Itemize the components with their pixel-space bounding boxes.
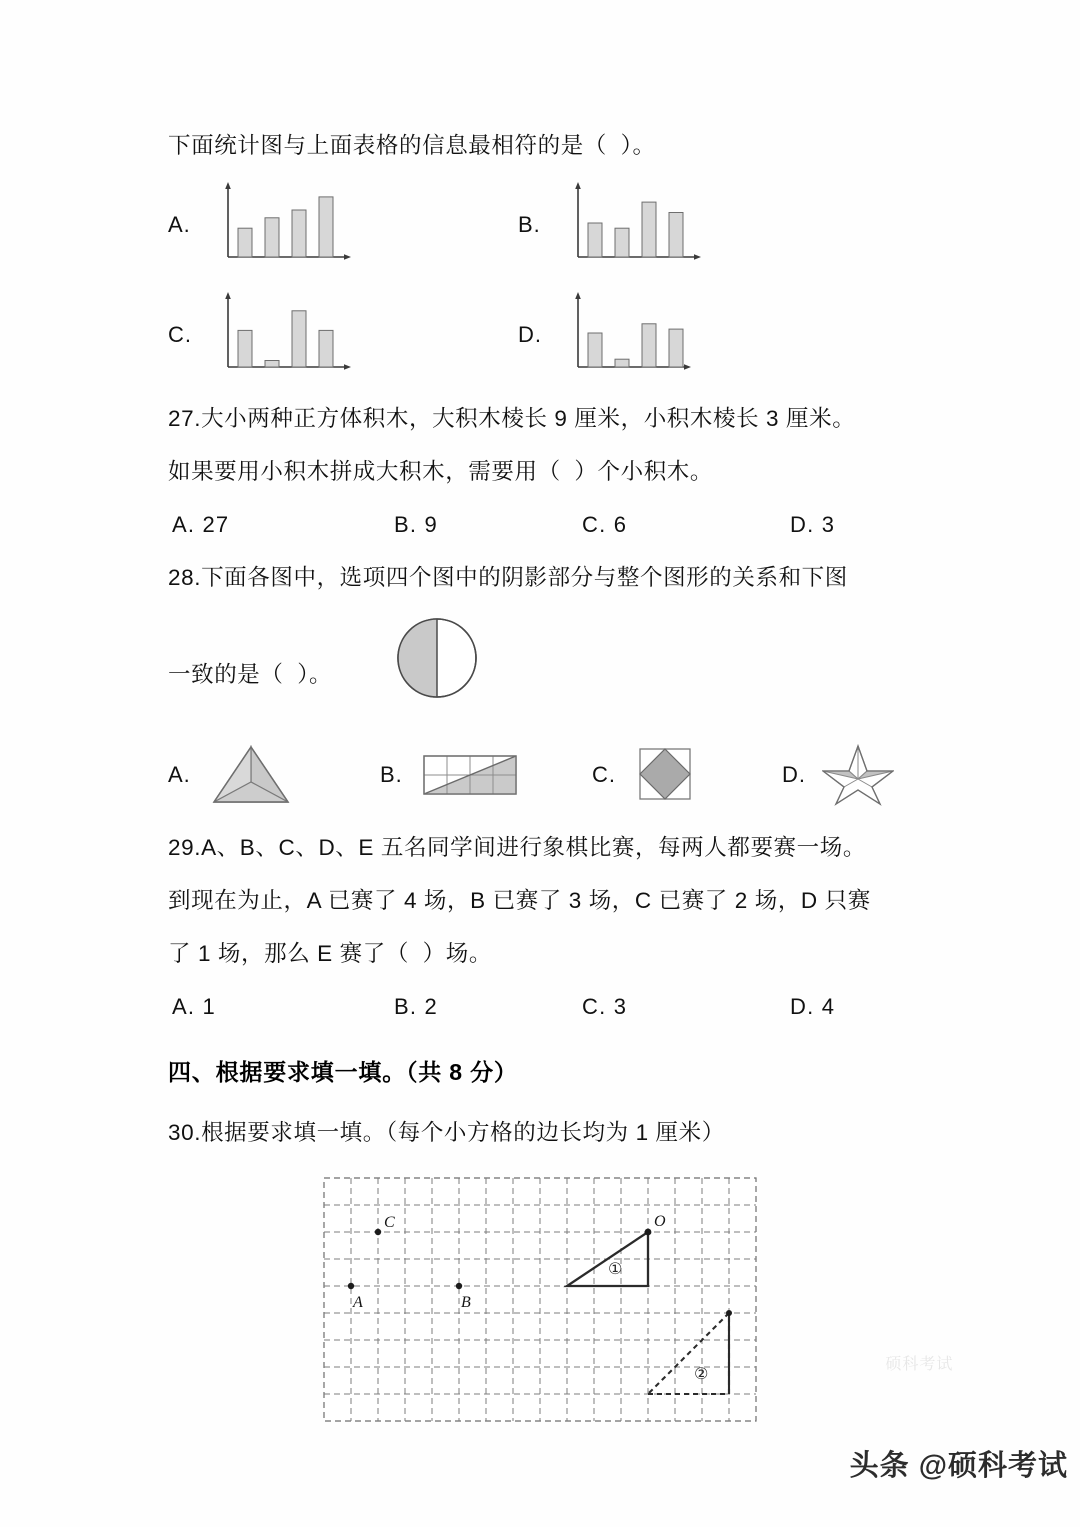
q29-options <box>168 994 958 1034</box>
bar-chart-d <box>560 289 708 381</box>
q26-options-row-2 <box>168 289 958 381</box>
q27-option-a[interactable]: A. 27 <box>172 512 230 538</box>
q28-option-c-letter: C. <box>592 761 616 787</box>
q28-line-1: 28.下面各图中，选项四个图中的阴影部分与整个图形的关系和下图 <box>168 565 848 591</box>
point-A-dot <box>348 1283 354 1289</box>
q26-option-b[interactable] <box>518 179 868 271</box>
q26-option-c[interactable] <box>168 289 518 381</box>
q26-option-b-letter: B. <box>518 211 541 237</box>
point-B-dot <box>456 1283 462 1289</box>
q26-stem: 下面统计图与上面表格的信息最相符的是（ ）。 <box>168 133 656 158</box>
reference-circle-half-shaded <box>394 615 480 701</box>
q26-options-row-1 <box>168 179 958 271</box>
q28-option-d[interactable] <box>782 742 958 808</box>
q29-line-1: 29.A、B、C、D、E 五名同学间进行象棋比赛，每两人都要赛一场。 <box>168 834 866 860</box>
q26-option-d[interactable] <box>518 289 868 381</box>
q28-option-c[interactable] <box>592 744 782 806</box>
page-content <box>168 0 958 1436</box>
triangle-2-apex-dot <box>726 1310 732 1316</box>
watermark-text: 头条 @硕科考试 <box>849 1450 1068 1482</box>
q28-option-a-letter: A. <box>168 761 191 787</box>
bar-chart-a <box>210 179 358 271</box>
svg-text:C: C <box>384 1214 395 1232</box>
svg-text:B: B <box>461 1294 471 1312</box>
q29-line-3: 了 1 场，那么 E 赛了（ ）场。 <box>168 940 492 966</box>
q29-option-a[interactable]: A. 1 <box>172 994 216 1020</box>
q26-option-a[interactable] <box>168 179 518 271</box>
q29-option-c[interactable]: C. 3 <box>582 994 628 1020</box>
q28-option-a[interactable] <box>168 742 380 808</box>
point-C-dot <box>375 1229 381 1235</box>
q30-stem: 30.根据要求填一填。（每个小方格的边长均为 1 厘米） <box>168 1120 725 1146</box>
star-two-points-shaded-icon <box>822 742 894 808</box>
q26-option-d-letter: D. <box>518 321 542 347</box>
point-O-dot <box>645 1229 652 1236</box>
q26-option-c-letter: C. <box>168 321 192 347</box>
bar-chart-b <box>560 179 708 271</box>
svg-text:A: A <box>353 1294 363 1312</box>
q28-option-b-letter: B. <box>380 761 403 787</box>
bar-chart-c <box>210 289 358 381</box>
q27-line-2: 如果要用小积木拼成大积木，需要用（ ）个小积木。 <box>168 458 714 484</box>
q27-options <box>168 512 958 552</box>
q29-option-b[interactable]: B. 2 <box>394 994 438 1020</box>
q28-options <box>168 742 958 808</box>
svg-text:②: ② <box>694 1364 709 1384</box>
q29-option-d[interactable]: D. 4 <box>790 994 836 1020</box>
section-4-heading: 四、根据要求填一填。（共 8 分） <box>168 1059 518 1086</box>
watermark-faint: 硕科考试 <box>885 1356 954 1373</box>
q27-line-1: 27.大小两种正方体积木，大积木棱长 9 厘米，小积木棱长 3 厘米。 <box>168 405 856 431</box>
q27-option-b[interactable]: B. 9 <box>394 512 438 538</box>
q28-option-d-letter: D. <box>782 761 806 787</box>
q29-line-2: 到现在为止，A 已赛了 4 场，B 已赛了 3 场，C 已赛了 2 场，D 只赛 <box>168 887 871 913</box>
q28-line-2: 一致的是（ ）。 <box>168 662 333 688</box>
q27-option-c[interactable]: C. 6 <box>582 512 628 538</box>
triangle-thirds-one-shaded-icon <box>208 742 294 808</box>
watermark <box>813 1356 1068 1517</box>
q27-option-d[interactable]: D. 3 <box>790 512 836 538</box>
grid-rect-diagonal-shaded-icon <box>420 748 520 802</box>
svg-text:O: O <box>654 1213 666 1231</box>
svg-text:①: ① <box>608 1259 623 1279</box>
q26-option-a-letter: A. <box>168 211 191 237</box>
square-inscribed-diamond-shaded-icon <box>632 744 698 806</box>
q28-option-b[interactable] <box>380 748 592 802</box>
